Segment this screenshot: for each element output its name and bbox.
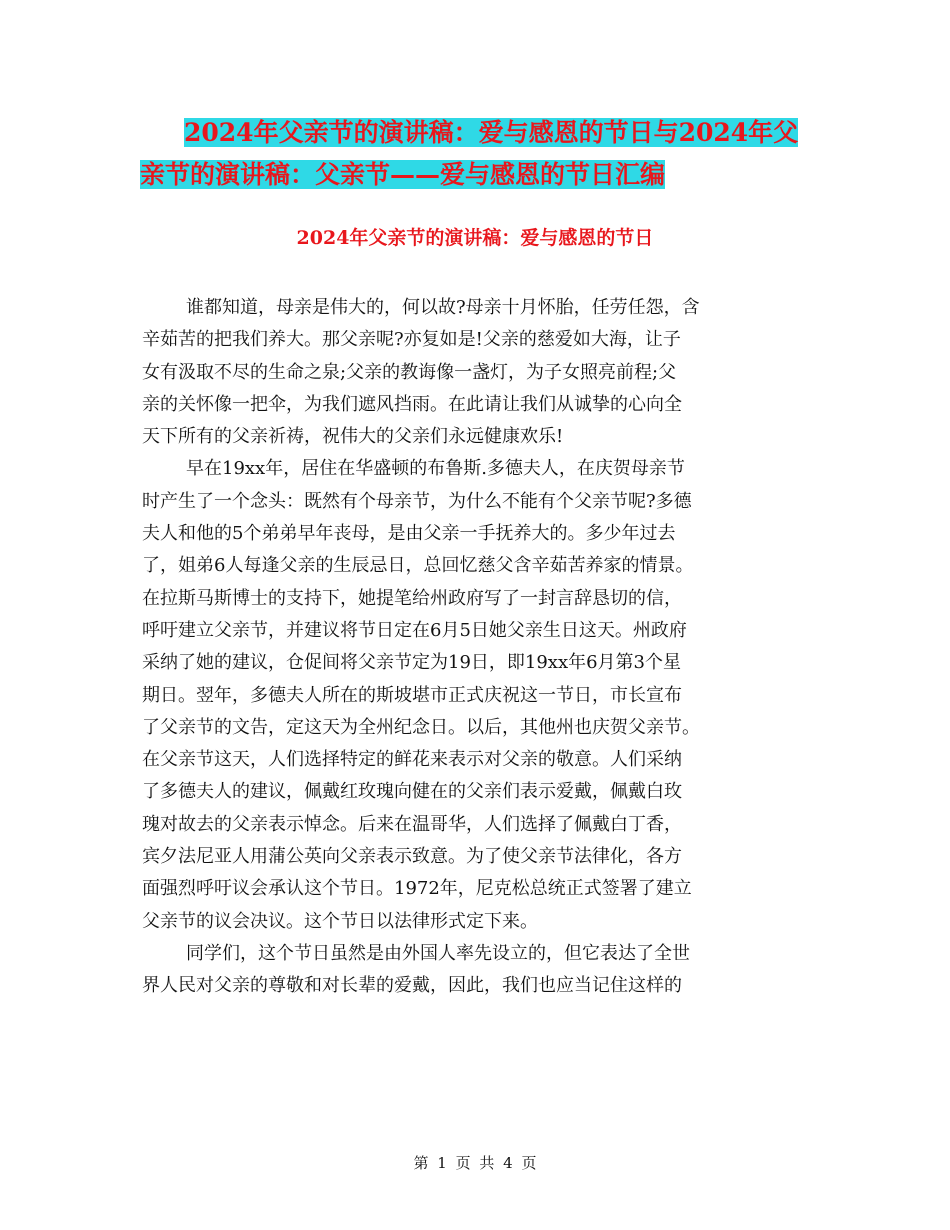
text-line: 在拉斯马斯博士的支持下，她提笔给州政府写了一封言辞恳切的信， (142, 587, 682, 609)
text-line: 了父亲节的文告，定这天为全州纪念日。以后，其他州也庆贺父亲节。 (142, 716, 700, 738)
text-line: 采纳了她的建议，仓促间将父亲节定为19日，即19xx年6月第3个星 (142, 652, 682, 674)
paragraph-2 (142, 453, 807, 937)
body-text (142, 292, 807, 1003)
text-line: 在父亲节这天，人们选择特定的鲜花来表示对父亲的敬意。人们采纳 (142, 749, 682, 771)
title-highlight: 亲节的演讲稿：父亲节——爱与感恩的节日汇编 (140, 160, 666, 189)
text-line: 界人民对父亲的尊敬和对长辈的爱戴，因此，我们也应当记住这样的 (142, 975, 682, 997)
text-line: 面强烈呼吁议会承认这个节日。1972年，尼克松总统正式签署了建立 (142, 878, 692, 900)
text-line: 期日。翌年，多德夫人所在的斯坡堪市正式庆祝这一节日，市长宣布 (142, 684, 682, 706)
text-line: 辛茹苦的把我们养大。那父亲呢?亦复如是!父亲的慈爱如大海，让子 (142, 329, 681, 351)
title-highlight: 2024年父亲节的演讲稿：爱与感恩的节日与2024年父 (184, 118, 799, 147)
text-line: 了，姐弟6人每逢父亲的生辰忌日，总回忆慈父含辛茹苦养家的情景。 (142, 555, 694, 577)
paragraph-3 (142, 938, 807, 1003)
text-line: 宾夕法尼亚人用蒲公英向父亲表示致意。为了使父亲节法律化，各方 (142, 846, 682, 868)
text-line: 同学们，这个节日虽然是由外国人率先设立的，但它表达了全世 (186, 942, 690, 964)
text-line: 天下所有的父亲祈祷，祝伟大的父亲们永远健康欢乐! (142, 426, 564, 448)
section-heading: 2024年父亲节的演讲稿：爱与感恩的节日 (296, 227, 654, 249)
text-line: 呼吁建立父亲节，并建议将节日定在6月5日她父亲生日这天。州政府 (142, 619, 687, 641)
title-line (140, 154, 830, 196)
text-line: 早在19xx年，居住在华盛顿的布鲁斯.多德夫人，在庆贺母亲节 (186, 458, 685, 480)
text-line: 谁都知道，母亲是伟大的，何以故?母亲十月怀胎，任劳任怨，含 (186, 297, 700, 318)
page-footer: 第 1 页 共 4 页 (413, 1154, 537, 1172)
text-line: 女有汲取不尽的生命之泉;父亲的教诲像一盏灯，为子女照亮前程;父 (142, 361, 677, 383)
text-line: 夫人和他的5个弟弟早年丧母，是由父亲一手抚养大的。多少年过去 (142, 523, 676, 545)
text-line: 时产生了一个念头：既然有个母亲节，为什么不能有个父亲节呢?多德 (142, 490, 692, 512)
text-line: 亲的关怀像一把伞，为我们遮风挡雨。在此请让我们从诚挚的心向全 (142, 393, 682, 415)
text-line: 了多德夫人的建议，佩戴红玫瑰向健在的父亲们表示爱戴，佩戴白玫 (142, 781, 682, 803)
text-line: 瑰对故去的父亲表示悼念。后来在温哥华，人们选择了佩戴白丁香， (142, 813, 682, 835)
title-line (140, 112, 830, 154)
document-title (140, 112, 830, 196)
paragraph-1 (142, 292, 807, 453)
text-line: 父亲节的议会决议。这个节日以法律形式定下来。 (142, 910, 538, 932)
